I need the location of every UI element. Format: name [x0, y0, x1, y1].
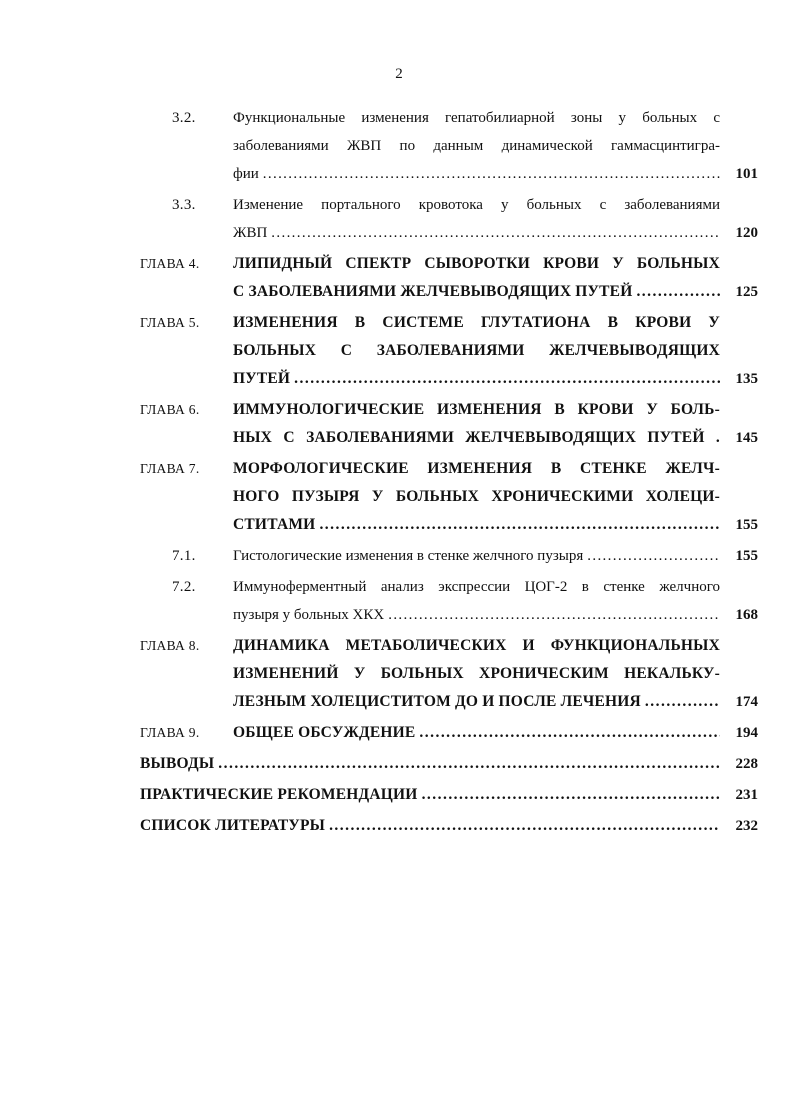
chapter-label: ГЛАВА 8.	[140, 638, 200, 653]
page-ref: 168	[735, 607, 758, 623]
entry-text-line: СТИТАМИ	[233, 516, 316, 533]
page-ref: 228	[735, 756, 758, 772]
page-ref: 120	[735, 225, 758, 241]
entry-text-line: ИЗМЕНЕНИЯ В СИСТЕМЕ ГЛУТАТИОНА В КРОВИ У	[233, 314, 720, 331]
toc-entry	[0, 812, 798, 840]
page-number: 2	[395, 66, 403, 82]
entry-text-line: Гистологические изменения в стенке желчного пузыря	[233, 548, 584, 564]
entry-text-line: МОРФОЛОГИЧЕСКИЕ ИЗМЕНЕНИЯ В СТЕНКЕ ЖЕЛЧ-	[233, 460, 720, 477]
toc-entry	[0, 104, 798, 188]
toc-entry	[0, 455, 798, 539]
dot-leader	[325, 812, 720, 840]
page-ref: 155	[735, 517, 758, 533]
entry-text-line: НЫХ С ЗАБОЛЕВАНИЯМИ ЖЕЛЧЕВЫВОДЯЩИХ ПУТЕЙ .	[233, 429, 720, 446]
entry-text-line: заболеваниями ЖВП по данным динамической гаммасцинтигра-	[233, 138, 720, 154]
entry-text-line: ЛИПИДНЫЙ СПЕКТР СЫВОРОТКИ КРОВИ У БОЛЬНЫХ	[233, 255, 720, 272]
entry-text-line: ДИНАМИКА МЕТАБОЛИЧЕСКИХ И ФУНКЦИОНАЛЬНЫХ	[233, 637, 720, 654]
toc-entry	[0, 396, 798, 452]
entry-text-line: ИЗМЕНЕНИЙ У БОЛЬНЫХ ХРОНИЧЕСКИМ НЕКАЛЬКУ-	[233, 665, 720, 682]
toc-entry	[0, 191, 798, 247]
entry-text-line: ВЫВОДЫ	[140, 755, 215, 772]
section-number: 7.1.	[172, 548, 196, 564]
page-ref: 232	[735, 818, 758, 834]
toc-entry	[0, 250, 798, 306]
toc-entry	[0, 542, 798, 570]
dot-leader	[214, 750, 720, 778]
entry-text-line: ИММУНОЛОГИЧЕСКИЕ ИЗМЕНЕНИЯ В КРОВИ У БОЛЬ-	[233, 401, 720, 418]
dot-leader	[315, 511, 720, 539]
toc-entry	[0, 309, 798, 393]
entry-text-line: ПРАКТИЧЕСКИЕ РЕКОМЕНДАЦИИ	[140, 786, 418, 803]
entry-text-line: ЛЕЗНЫМ ХОЛЕЦИСТИТОМ ДО И ПОСЛЕ ЛЕЧЕНИЯ	[233, 693, 641, 710]
toc-entry	[0, 632, 798, 716]
page-ref: 155	[735, 548, 758, 564]
section-number: 3.2.	[172, 110, 196, 126]
table-of-contents	[0, 104, 798, 843]
dot-leader	[641, 688, 720, 716]
page-ref: 125	[735, 284, 758, 300]
dot-leader	[384, 601, 720, 629]
page-ref: 101	[735, 166, 758, 182]
page-ref: 231	[735, 787, 758, 803]
entry-text-line: ЖВП	[233, 225, 268, 241]
dot-leader	[415, 719, 720, 747]
toc-entry	[0, 719, 798, 747]
entry-text-line: ОБЩЕЕ ОБСУЖДЕНИЕ	[233, 724, 416, 741]
dot-leader	[290, 365, 720, 393]
entry-text-line: БОЛЬНЫХ С ЗАБОЛЕВАНИЯМИ ЖЕЛЧЕВЫВОДЯЩИХ	[233, 342, 720, 359]
page-ref: 135	[735, 371, 758, 387]
chapter-label: ГЛАВА 5.	[140, 315, 200, 330]
page-ref: 194	[735, 725, 758, 741]
page-ref: 174	[735, 694, 758, 710]
dot-leader	[632, 278, 720, 306]
entry-text-line: пузыря у больных ХКХ	[233, 607, 385, 623]
section-number: 7.2.	[172, 579, 196, 595]
dot-leader	[418, 781, 720, 809]
dot-leader	[259, 160, 720, 188]
chapter-label: ГЛАВА 7.	[140, 461, 200, 476]
toc-entry	[0, 573, 798, 629]
entry-text-line: Изменение портального кровотока у больных с заболеваниями	[233, 197, 720, 213]
toc-entry	[0, 781, 798, 809]
entry-text-line: Функциональные изменения гепатобилиарной зоны у больных с	[233, 110, 720, 126]
chapter-label: ГЛАВА 9.	[140, 725, 200, 740]
entry-text-line: ПУТЕЙ	[233, 370, 291, 387]
chapter-label: ГЛАВА 6.	[140, 402, 200, 417]
toc-entry	[0, 750, 798, 778]
dot-leader	[267, 219, 720, 247]
entry-text-line: Иммуноферментный анализ экспрессии ЦОГ-2 в стенке желчного	[233, 579, 720, 595]
entry-text-line: С ЗАБОЛЕВАНИЯМИ ЖЕЛЧЕВЫВОДЯЩИХ ПУТЕЙ	[233, 283, 633, 300]
entry-text-line: НОГО ПУЗЫРЯ У БОЛЬНЫХ ХРОНИЧЕСКИМИ ХОЛЕЦИ-	[233, 488, 720, 505]
chapter-label: ГЛАВА 4.	[140, 256, 200, 271]
entry-text-line: фии	[233, 166, 259, 182]
entry-text-line: СПИСОК ЛИТЕРАТУРЫ	[140, 817, 326, 834]
section-number: 3.3.	[172, 197, 196, 213]
page-ref: 145	[735, 430, 758, 446]
dot-leader	[583, 542, 720, 570]
